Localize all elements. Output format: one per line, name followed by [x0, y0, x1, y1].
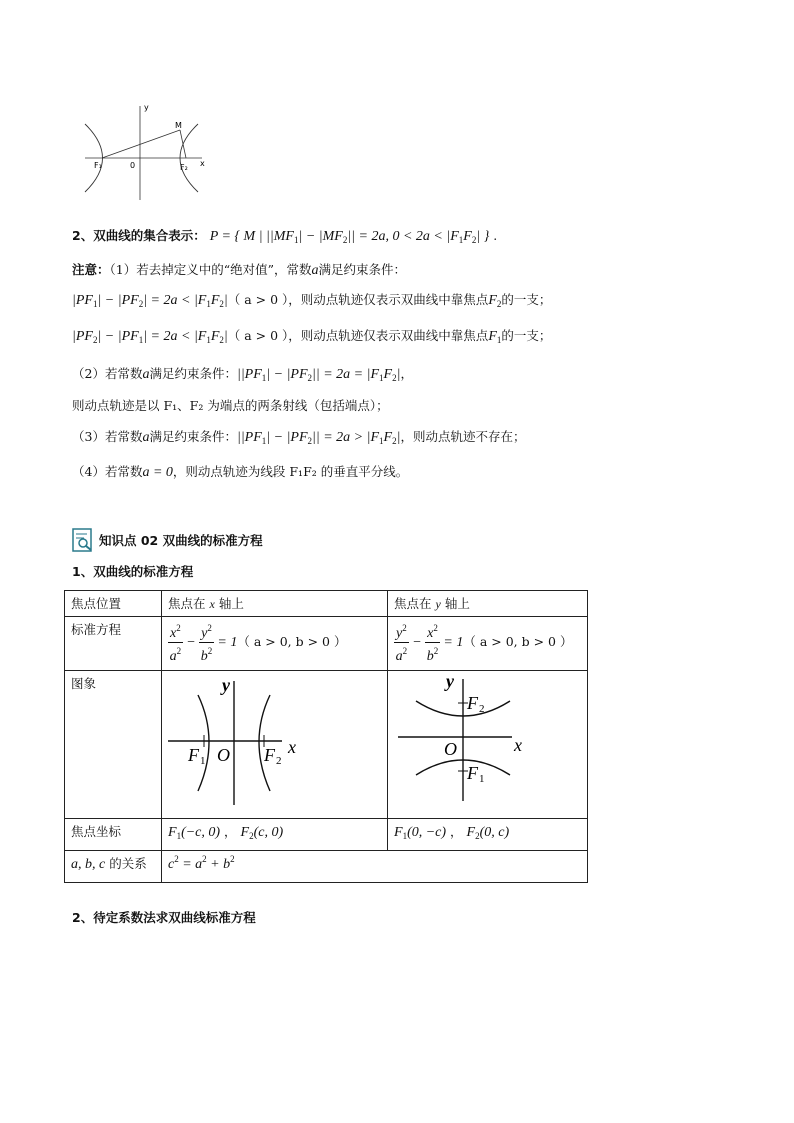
table-cell: 标准方程	[65, 617, 162, 671]
fig1-origin-label: 0	[130, 161, 136, 170]
set-formula: P = { M | $||MF_1| - |MF_2|| = 2a$, $0 < 2a < |F_1F_2|$ }	[209, 229, 490, 245]
graph-y-f2-sub: 2	[479, 703, 485, 715]
graph-x-f2-sub: 2	[276, 755, 282, 767]
note-1b-cond: （ a > 0 ），则动点轨迹仅表示双曲线中靠焦点	[227, 328, 489, 343]
note-2-line: （2）若常数a满足约束条件：$||PF_1| - |PF_2|| = 2a = |F_1F_2|$，	[72, 366, 413, 383]
graph-y-y-label: y	[446, 671, 454, 691]
note-4-line: （4）若常数a = 0，则动点轨迹为线段 F₁F₂ 的垂直平分线。	[72, 464, 409, 480]
graph-y-f1-sub: 1	[479, 773, 485, 785]
subsection-2-title: 2、待定系数法求双曲线标准方程	[72, 910, 256, 925]
fig1-f1-label: F₁	[94, 161, 102, 170]
graph-x-f2-label: F	[264, 745, 275, 765]
standard-equation-table	[64, 590, 588, 883]
fig1-f2-label: F₂	[180, 163, 188, 172]
graph-x-f1-sub: 1	[200, 755, 206, 767]
abc-relation: $c^2 = a^2 + b^2$	[162, 851, 588, 883]
note-3-tail: ，则动点轨迹不存在；	[400, 429, 526, 444]
table-cell: 焦点坐标	[65, 819, 162, 851]
table-row	[65, 671, 588, 819]
graph-y-f1-label: F	[467, 763, 478, 783]
fig1-x-label: x	[200, 159, 205, 168]
table-cell: 焦点在 x 轴上	[162, 591, 388, 617]
table-row	[65, 591, 588, 617]
table-cell: 图象	[65, 671, 162, 819]
graph-x-y-label: y	[222, 675, 230, 695]
note-3-text: （3）若常数	[72, 429, 143, 444]
graph-y-f2-label: F	[467, 693, 478, 713]
table-row	[65, 819, 588, 851]
equation-y-axis: $\frac{y^2}{a^2}$ − $\frac{x^2}{b^2}$ = 1（ a > 0, b > 0 ）	[388, 617, 588, 671]
note-1b-line: $|PF_2| - |PF_1| = 2a < |F_1F_2|$（ a > 0 ），则动点轨迹仅表示双曲线中靠焦点$F_1$的一支；	[72, 328, 552, 345]
note-4-text: （4）若常数	[72, 464, 143, 479]
table-row	[65, 617, 588, 671]
note-2-text: （2）若常数	[72, 366, 143, 381]
note-3-mid: 满足约束条件：	[149, 429, 237, 444]
graph-cell-x	[162, 671, 388, 819]
table-cell: a, b, c 的关系	[65, 851, 162, 883]
note-1a-tail: 的一支；	[501, 292, 552, 307]
fig1-y-label: y	[144, 103, 149, 112]
hyperbola-x-graph	[162, 671, 386, 815]
knowledge-point-icon	[72, 528, 94, 552]
note-1a-cond: （ a > 0 ），则动点轨迹仅表示双曲线中靠焦点	[227, 292, 489, 307]
focus-coords-x: $F_1(-c$, 0) ， $F_2(c$, 0)	[162, 819, 388, 851]
hyperbola-definition-figure	[80, 100, 210, 205]
note-1b-tail: 的一支；	[501, 328, 552, 343]
sec2-title: 2、双曲线的集合表示：	[72, 228, 206, 243]
graph-x-f1-label: F	[188, 745, 199, 765]
note-2-line2: 则动点轨迹是以 F₁、F₂ 为端点的两条射线（包括端点）；	[72, 398, 389, 413]
subsection-1-title: 1、双曲线的标准方程	[72, 564, 194, 579]
graph-y-x-label: x	[514, 735, 522, 755]
note-4-tail: ，则动点轨迹为线段 F₁F₂ 的垂直平分线。	[172, 464, 409, 479]
table-row	[65, 851, 588, 883]
graph-y-origin-label: O	[444, 739, 457, 759]
knowledge-point-title: 知识点 02 双曲线的标准方程	[99, 533, 263, 548]
note-1-tail: 满足约束条件：	[318, 262, 407, 277]
table-cell: 焦点在 y 轴上	[388, 591, 588, 617]
note-1-line: 注意：（1）若去掉定义中的“绝对值”，常数a满足约束条件：	[72, 262, 407, 278]
graph-cell-y	[388, 671, 588, 819]
graph-x-x-label: x	[288, 737, 296, 757]
note-2-mid: 满足约束条件：	[149, 366, 237, 381]
table-cell: 焦点位置	[65, 591, 162, 617]
equation-x-axis: $\frac{x^2}{a^2}$ − $\frac{y^2}{b^2}$ = 1（ a > 0, b > 0 ）	[162, 617, 388, 671]
note-1-text: （1）若去掉定义中的“绝对值”，常数	[109, 262, 312, 277]
focus-coords-y: $F_1(0$, −c) ， $F_2(0$, c)	[388, 819, 588, 851]
graph-x-origin-label: O	[217, 745, 230, 765]
set-representation-line: 2、双曲线的集合表示： P = { M | $||MF_1| - |MF_2|| = 2a$, $0 < 2a < |F_1F_2|$ } .	[72, 228, 498, 245]
note-1a-line: $|PF_1| - |PF_2| = 2a < |F_1F_2|$（ a > 0 ），则动点轨迹仅表示双曲线中靠焦点$F_2$的一支；	[72, 292, 552, 309]
hyperbola-y-graph	[388, 671, 586, 815]
fig1-m-label: M	[175, 121, 182, 130]
note-3-line: （3）若常数a满足约束条件：$||PF_1| - |PF_2|| = 2a > |F_1F_2|$，则动点轨迹不存在；	[72, 429, 526, 446]
note-label: 注意：	[72, 262, 110, 277]
